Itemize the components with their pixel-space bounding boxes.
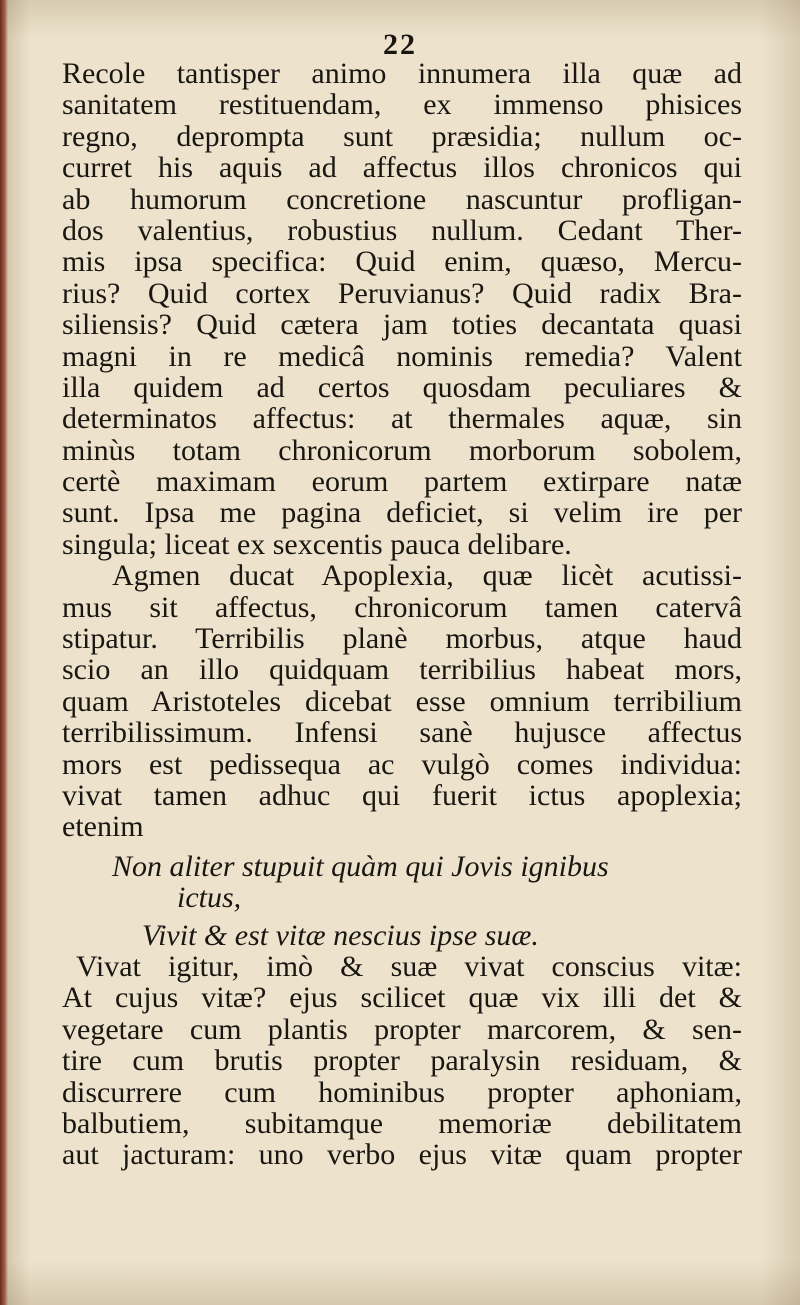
verse-line: Vivit & est vitæ nescius ipse suæ. (142, 918, 539, 952)
text-line: mus sit affectus, chronicorum tamen catervâ (62, 590, 742, 624)
text-line: certè maximam eorum partem extirpare natæ (62, 465, 742, 499)
text-line: siliensis? Quid cætera jam toties decantata quasi (62, 308, 742, 342)
text-line: aut jacturam: uno verbo ejus vitæ quam propter (62, 1138, 742, 1172)
text-line: mors est pedissequa ac vulgò comes individua: (62, 747, 742, 781)
text-line: balbutiem, subitamque memoriæ debilitatem (62, 1106, 742, 1140)
text-line: quam Aristoteles dicebat esse omnium terribilium (62, 684, 742, 718)
text-line: sunt. Ipsa me pagina deficiet, si velim ire per (62, 496, 742, 530)
text-line: etenim (62, 810, 144, 844)
text-line: curret his aquis ad affectus illos chronicos qui (62, 151, 742, 185)
text-line: sanitatem restituendam, ex immenso phisices (62, 88, 742, 122)
verse-line: ictus, (177, 881, 242, 915)
text-line: Vivat igitur, imò & suæ vivat conscius vitæ: (76, 949, 742, 983)
text-line: dos valentius, robustius nullum. Cedant Ther- (62, 213, 742, 247)
text-line: magni in re medicâ nominis remedia? Valent (62, 339, 742, 373)
text-line: rius? Quid cortex Peruvianus? Quid radix Bra- (62, 276, 742, 310)
text-line: determinatos affectus: at thermales aquæ, sin (62, 402, 742, 436)
body-text (62, 58, 742, 1171)
text-line: terribilissimum. Infensi sanè hujusce affectus (62, 716, 742, 750)
text-line: Agmen ducat Apoplexia, quæ licèt acutissi- (112, 559, 742, 593)
verse-line: Non aliter stupuit quàm qui Jovis ignibus (112, 849, 609, 883)
text-line: stipatur. Terribilis planè morbus, atque haud (62, 622, 742, 656)
text-line: vegetare cum plantis propter marcorem, & sen- (62, 1012, 742, 1046)
text-line: regno, deprompta sunt præsidia; nullum oc- (62, 119, 742, 153)
text-line: mis ipsa specifica: Quid enim, quæso, Mercu- (62, 245, 742, 279)
text-line: ab humorum concretione nascuntur profligan- (62, 182, 742, 216)
binding-edge (0, 0, 8, 1305)
text-line: discurrere cum hominibus propter aphoniam, (62, 1075, 742, 1109)
text-line: scio an illo quidquam terribilius habeat mors, (62, 653, 742, 687)
text-line: illa quidem ad certos quosdam peculiares & (62, 370, 742, 404)
text-line: At cujus vitæ? ejus scilicet quæ vix illi det & (62, 981, 742, 1015)
page-number: 22 (383, 28, 417, 61)
text-line: vivat tamen adhuc qui fuerit ictus apoplexia; (62, 778, 742, 812)
text-line: singula; liceat ex sexcentis pauca delibare. (62, 527, 572, 561)
text-line: minùs totam chronicorum morborum sobolem, (62, 433, 742, 467)
text-line: tire cum brutis propter paralysin residuam, & (62, 1044, 742, 1078)
text-line: Recole tantisper animo innumera illa quæ ad (62, 57, 742, 90)
